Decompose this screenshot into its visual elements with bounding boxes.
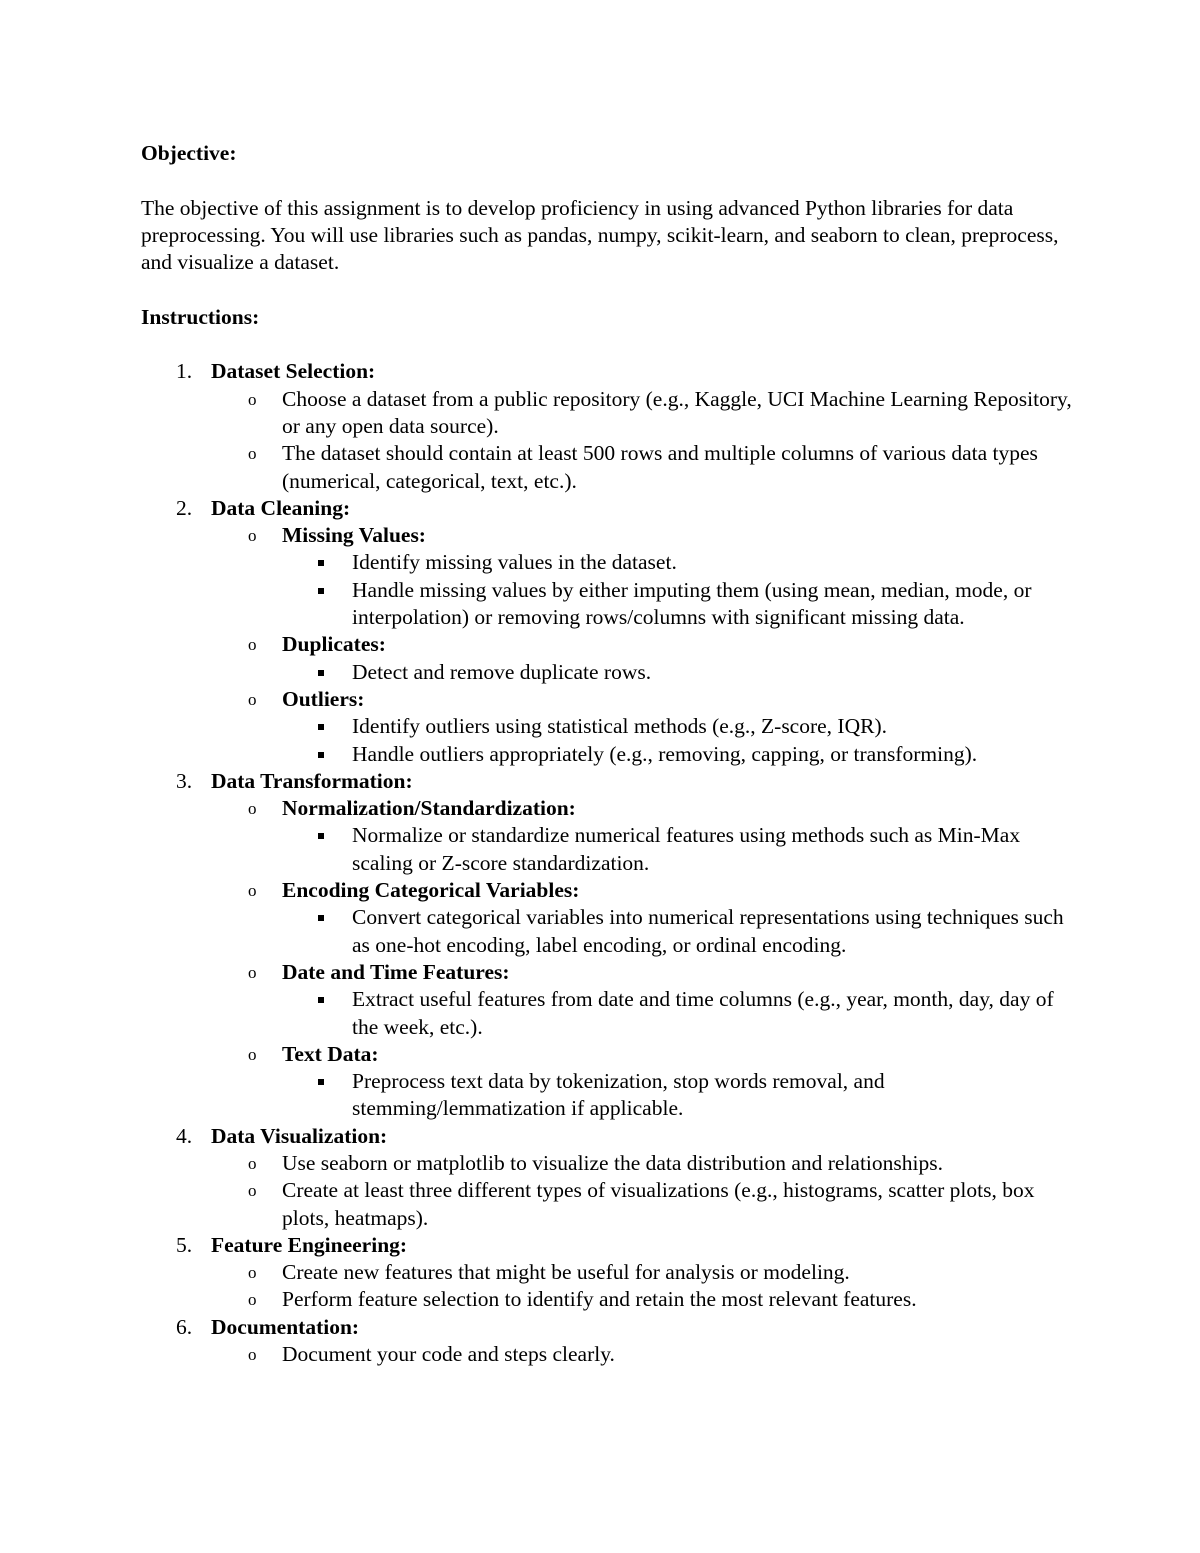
list-item xyxy=(211,440,1081,495)
section-items xyxy=(211,795,1081,1123)
list-item xyxy=(211,1259,1081,1286)
list-item xyxy=(211,631,1081,686)
subsection-title: Encoding Categorical Variables: xyxy=(282,878,580,903)
item-text: Create new features that might be useful for analysis or modeling. xyxy=(282,1260,850,1285)
instruction-section xyxy=(141,1232,1081,1314)
section-items xyxy=(211,1341,1081,1368)
list-item xyxy=(211,386,1081,441)
detail-text: Handle outliers appropriately (e.g., removing, capping, or transforming). xyxy=(352,741,978,766)
subsection-title: Date and Time Features: xyxy=(282,959,510,984)
section-title: Data Visualization: xyxy=(211,1123,388,1148)
instruction-section xyxy=(141,1123,1081,1232)
detail-list xyxy=(282,549,1081,631)
list-item xyxy=(211,686,1081,768)
detail-item xyxy=(282,659,1081,686)
section-title: Documentation: xyxy=(211,1314,360,1339)
spacer xyxy=(141,276,1081,303)
item-text: Perform feature selection to identify and retain the most relevant features. xyxy=(282,1287,917,1312)
list-item xyxy=(211,795,1081,877)
square-bullet-icon xyxy=(318,670,324,676)
square-bullet-icon xyxy=(318,588,324,594)
detail-item xyxy=(282,822,1081,877)
detail-text: Detect and remove duplicate rows. xyxy=(352,659,652,684)
document-page xyxy=(141,140,1081,1368)
detail-text: Identify outliers using statistical methods (e.g., Z-score, IQR). xyxy=(352,714,887,739)
circle-bullet-icon: o xyxy=(248,1345,257,1365)
subsection-title: Outliers: xyxy=(282,686,365,711)
square-bullet-icon xyxy=(318,1079,324,1085)
detail-item xyxy=(282,741,1081,768)
detail-item xyxy=(282,549,1081,576)
item-text: Choose a dataset from a public repository (e.g., Kaggle, UCI Machine Learning Repository, or any open data source). xyxy=(282,386,1072,438)
list-item xyxy=(211,1341,1081,1368)
detail-text: Convert categorical variables into numerical representations using techniques such as one-hot encoding, label encoding, or ordinal encoding. xyxy=(352,905,1064,957)
spacer xyxy=(141,331,1081,358)
section-title: Feature Engineering: xyxy=(211,1232,408,1257)
section-number: 6. xyxy=(176,1314,193,1339)
section-title: Dataset Selection: xyxy=(211,359,376,384)
spacer xyxy=(141,167,1081,194)
item-text: Document your code and steps clearly. xyxy=(282,1342,615,1367)
item-text: Create at least three different types of visualizations (e.g., histograms, scatter plots, box plots, heatmaps). xyxy=(282,1178,1035,1230)
list-item xyxy=(211,1286,1081,1313)
detail-text: Identify missing values in the dataset. xyxy=(352,550,677,575)
subsection-title: Duplicates: xyxy=(282,632,386,657)
instruction-section xyxy=(141,768,1081,1123)
circle-bullet-icon: o xyxy=(248,1181,257,1201)
detail-text: Normalize or standardize numerical features using methods such as Min-Max scaling or Z-score standardization. xyxy=(352,823,1021,875)
circle-bullet-icon: o xyxy=(248,444,257,464)
section-number: 5. xyxy=(176,1232,193,1257)
detail-text: Handle missing values by either imputing them (using mean, median, mode, or interpolation) or removing rows/columns with significant missing data. xyxy=(352,577,1032,630)
circle-bullet-icon: o xyxy=(248,1263,257,1283)
square-bullet-icon xyxy=(318,752,324,758)
section-number: 4. xyxy=(176,1123,193,1148)
square-bullet-icon xyxy=(318,724,324,730)
circle-bullet-icon: o xyxy=(248,799,257,819)
list-item xyxy=(211,522,1081,631)
section-title: Data Cleaning: xyxy=(211,495,351,520)
detail-text: Extract useful features from date and time columns (e.g., year, month, day, day of the week, etc.). xyxy=(352,987,1054,1039)
item-text: The dataset should contain at least 500 rows and multiple columns of various data types (numerical, categorical, text, etc.). xyxy=(282,441,1038,493)
section-number: 2. xyxy=(176,495,193,520)
circle-bullet-icon: o xyxy=(248,881,257,901)
objective-text: The objective of this assignment is to develop proficiency in using advanced Python libraries for data preprocessing. You will use libraries such as pandas, numpy, scikit-learn, and seaborn to clean, preprocess, and visualize a dataset. xyxy=(141,195,1059,275)
square-bullet-icon xyxy=(318,560,324,566)
section-items xyxy=(211,1150,1081,1232)
detail-list xyxy=(282,713,1081,768)
list-item xyxy=(211,1150,1081,1177)
square-bullet-icon xyxy=(318,915,324,921)
circle-bullet-icon: o xyxy=(248,1153,257,1173)
detail-item xyxy=(282,577,1081,632)
list-item xyxy=(211,1041,1081,1123)
detail-list xyxy=(282,904,1081,959)
circle-bullet-icon: o xyxy=(248,962,257,982)
circle-bullet-icon: o xyxy=(248,689,257,709)
section-items xyxy=(211,522,1081,768)
detail-list xyxy=(282,986,1081,1041)
detail-item xyxy=(282,1068,1081,1123)
section-title: Data Transformation: xyxy=(211,768,413,793)
list-item xyxy=(211,877,1081,959)
instructions-heading: Instructions: xyxy=(141,304,260,329)
circle-bullet-icon: o xyxy=(248,526,257,546)
section-number: 1. xyxy=(176,359,193,384)
instruction-section xyxy=(141,358,1081,494)
circle-bullet-icon: o xyxy=(248,389,257,409)
section-items xyxy=(211,386,1081,495)
subsection-title: Normalization/Standardization: xyxy=(282,796,576,821)
item-text: Use seaborn or matplotlib to visualize the data distribution and relationships. xyxy=(282,1150,943,1175)
instruction-section xyxy=(141,495,1081,768)
square-bullet-icon xyxy=(318,997,324,1003)
circle-bullet-icon: o xyxy=(248,635,257,655)
circle-bullet-icon: o xyxy=(248,1044,257,1064)
section-items xyxy=(211,1259,1081,1314)
subsection-title: Text Data: xyxy=(282,1041,379,1066)
detail-text: Preprocess text data by tokenization, stop words removal, and stemming/lemmatization if applicable. xyxy=(352,1069,885,1121)
section-number: 3. xyxy=(176,768,193,793)
detail-item xyxy=(282,713,1081,740)
subsection-title: Missing Values: xyxy=(282,523,426,548)
list-item xyxy=(211,959,1081,1041)
detail-list xyxy=(282,1068,1081,1123)
square-bullet-icon xyxy=(318,833,324,839)
detail-list xyxy=(282,659,1081,686)
detail-list xyxy=(282,822,1081,877)
objective-heading: Objective: xyxy=(141,141,237,165)
detail-item xyxy=(282,986,1081,1041)
list-item xyxy=(211,1177,1081,1232)
instruction-section xyxy=(141,1314,1081,1369)
detail-item xyxy=(282,904,1081,959)
circle-bullet-icon: o xyxy=(248,1290,257,1310)
instructions-list xyxy=(141,358,1081,1368)
